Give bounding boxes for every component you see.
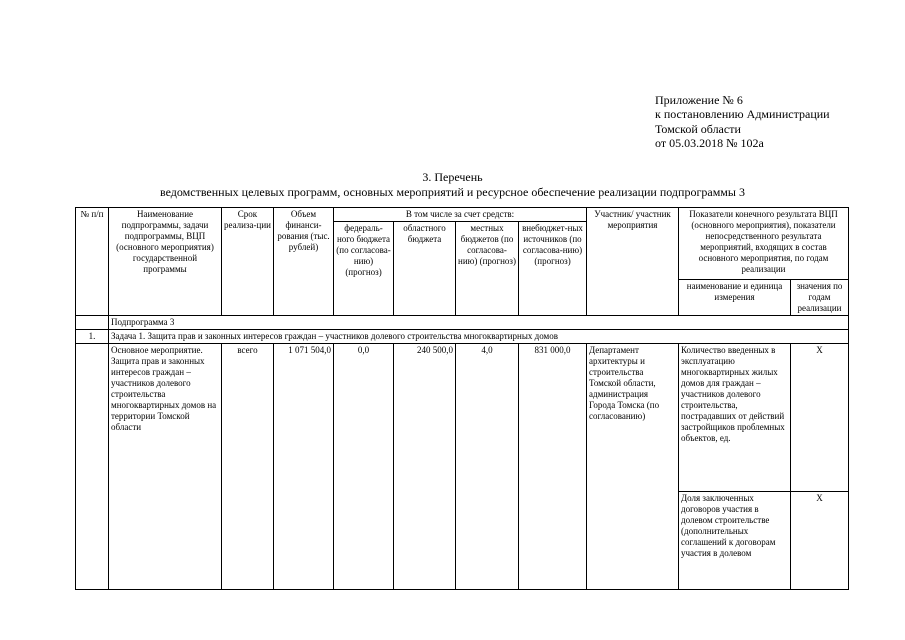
header-indicator-name: наименование и единица измерения	[679, 280, 791, 316]
header-federal: федераль-ного бюджета (по согласова-нию) (прогноз)	[334, 222, 394, 316]
indicator-name-2: Доля заключенных договоров участия в долевом строительстве (дополнительных соглашений к договорам участия в долевом	[679, 492, 791, 590]
main-extra: 831 000,0	[519, 344, 587, 590]
indicator-name-1: Количество введенных в эксплуатацию многоквартирных жилых домов для граждан – участников долевого строительства, пострадавших от действий застройщиков проблемных объектов, ед.	[679, 344, 791, 492]
title-line-1: 3. Перечень	[422, 170, 483, 184]
header-indicator-values: значения по годам реализации	[791, 280, 849, 316]
header-term: Срок реализа-ции	[222, 208, 274, 316]
table-row	[76, 344, 849, 492]
task-text: Задача 1. Защита прав и законных интересов граждан – участников долевого строительства многоквартирных домов	[109, 330, 849, 344]
subprogram-row	[76, 316, 849, 330]
task-num: 1.	[76, 330, 109, 344]
header-indicators-group: Показатели конечного результата ВЦП (основного мероприятия), показатели непосредственного результата мероприятий, входящих в состав основного мероприятия, по годам реализации	[679, 208, 849, 280]
header-regional: областного бюджета	[394, 222, 456, 316]
main-regional: 240 500,0	[394, 344, 456, 590]
header-extra: внебюджет-ных источников (по согласова-нию) (прогноз)	[519, 222, 587, 316]
main-participant: Департамент архитектуры и строительства Томской области, администрация Города Томска (по согласованию)	[587, 344, 679, 590]
main-local: 4,0	[456, 344, 519, 590]
task-row	[76, 330, 849, 344]
main-volume: 1 071 504,0	[274, 344, 334, 590]
header-local: местных бюджетов (по согласова-нию) (прогноз)	[456, 222, 519, 316]
main-federal: 0,0	[334, 344, 394, 590]
header-name: Наименование подпрограммы, задачи подпрограммы, ВЦП (основного мероприятия) государственной программы	[109, 208, 222, 316]
header-participant: Участник/ участник мероприятия	[587, 208, 679, 316]
resource-table	[75, 207, 849, 590]
header-num: № п/п	[76, 208, 109, 316]
appendix-line-3: Томской области	[655, 121, 741, 136]
title-line-2: ведомственных целевых программ, основных мероприятий и ресурсное обеспечение реализации подпрограммы 3	[160, 184, 745, 199]
document-title	[0, 170, 905, 199]
indicator-value-2: X	[791, 492, 849, 590]
subprogram-label: Подпрограмма 3	[109, 316, 849, 330]
main-term: всего	[222, 344, 274, 590]
indicator-value-1: X	[791, 344, 849, 492]
header-sources-group: В том числе за счет средств:	[334, 208, 587, 222]
header-volume: Объем финанси-рования (тыс. рублей)	[274, 208, 334, 316]
appendix-line-2: к постановлению Администрации	[655, 107, 830, 122]
appendix-line-4: от 05.03.2018 № 102а	[655, 136, 764, 151]
appendix-line-1: Приложение № 6	[655, 93, 743, 107]
main-name: Основное мероприятие. Защита прав и законных интересов граждан – участников долевого строительства многоквартирных домов на территории Томской области	[109, 344, 222, 590]
appendix-block	[655, 93, 830, 151]
